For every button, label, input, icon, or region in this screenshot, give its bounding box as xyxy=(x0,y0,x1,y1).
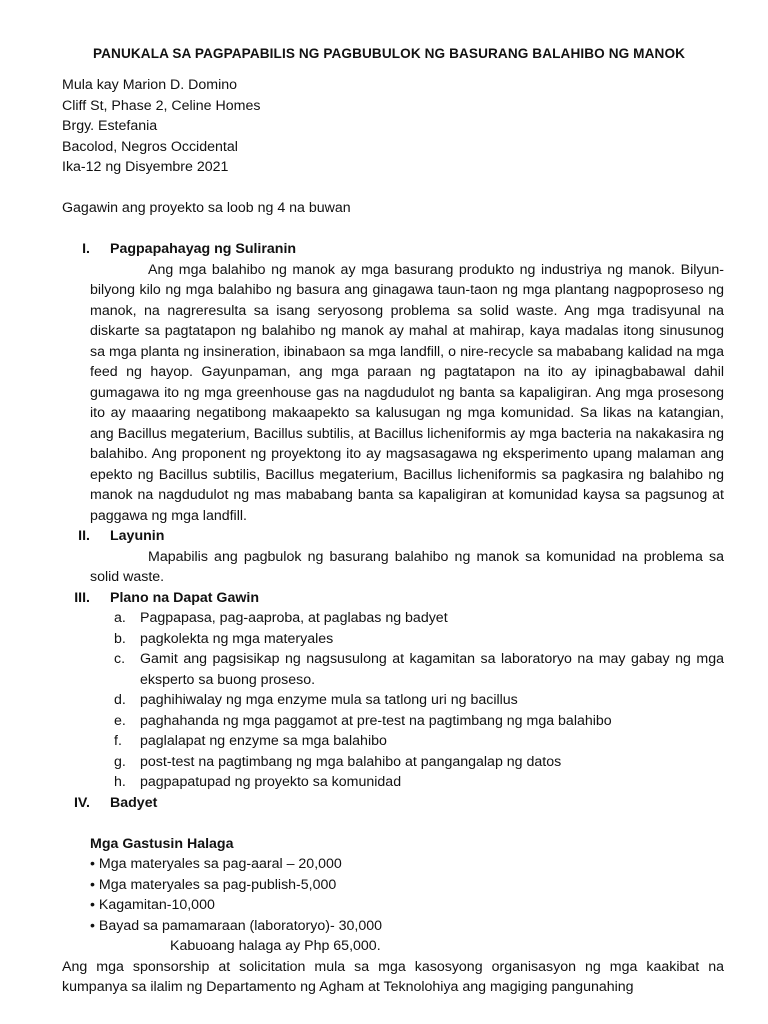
list-item: c. Gamit ang pagsisikap ng nagsusulong at kagamitan sa laboratoryo na may gabay ng mga eksperto sa buong proseso. xyxy=(114,651,724,688)
list-item: f. paglalapat ng enzyme sa mga balahibo xyxy=(114,733,387,749)
budget-item: • Bayad sa pamamaraan (laboratoryo)- 30,000 xyxy=(90,917,383,934)
section-heading-1 xyxy=(62,239,724,260)
section-title: Layunin xyxy=(110,528,165,544)
section-title: Pagpapahayag ng Suliranin xyxy=(110,241,297,257)
section-title: Badyet xyxy=(110,794,158,811)
section-heading-4 xyxy=(62,793,724,814)
section-number: III. xyxy=(74,589,90,606)
budget-item: • Kagamitan-10,000 xyxy=(90,897,215,913)
document-date: Ika-12 ng Disyembre 2021 xyxy=(62,159,229,175)
document-title: PANUKALA SA PAGPAPABILIS NG PAGBUBULOK NG BASURANG BALAHIBO NG MANOK xyxy=(92,46,686,61)
section-number: I. xyxy=(82,241,90,257)
budget-block xyxy=(90,813,724,957)
section-heading-2 xyxy=(62,526,724,547)
sender-barangay: Brgy. Estefania xyxy=(62,118,158,134)
list-item: a. Pagpapasa, pag-aaproba, at paglabas ng badyet xyxy=(114,610,448,626)
list-item: h. pagpapatupad ng proyekto sa komunidad xyxy=(114,774,402,790)
section-number: IV. xyxy=(73,794,90,811)
sender-city: Bacolod, Negros Occidental xyxy=(62,138,238,155)
list-item: d. paghihiwalay ng mga enzyme mula sa tatlong uri ng bacillus xyxy=(114,692,518,708)
sender-block xyxy=(62,75,724,178)
list-item: b. pagkolekta ng mga materyales xyxy=(114,630,334,647)
project-duration: Gagawin ang proyekto sa loob ng 4 na buwan xyxy=(62,200,351,216)
budget-item: • Mga materyales sa pag-publish-5,000 xyxy=(90,876,337,893)
sender-street: Cliff St, Phase 2, Celine Homes xyxy=(62,97,261,114)
section-number: II. xyxy=(78,528,90,544)
budget-total: Kabuoang halaga ay Php 65,000. xyxy=(170,938,381,954)
list-item: g. post-test na pagtimbang ng mga balahibo at pangangalap ng datos xyxy=(114,753,562,770)
section-heading-3 xyxy=(62,588,724,609)
problem-statement-paragraph: Ang mga balahibo ng manok ay mga basurang produkto ng industriya ng manok. Bilyun-bilyong kilo ng mga balahibo ng basura ang ginagawa taun-taon ng mga plantang nagpoproseso ng manok, na nagreresulta sa isang seryosong problema sa solid waste. Ang mga tradisyunal na diskarte sa pagtatapon ng balahibo ng manok ay mahal at mahirap, kaya madalas itong sinusunog sa mga planta ng insineration, ibinabaon sa mga landfill, o nire-recycle sa mababang kalidad na mga feed ng hayop. Gayunpaman, ang mga paraan ng pagtatapon na ito ay ipinagbabawal dahil gumagawa ito ng mga greenhouse gas na nagdudulot ng banta sa kapaligiran. Ang mga prosesong ito ay maaaring negatibong makaapekto sa kalusugan ng mga komunidad. Sa likas na katangian, ang Bacillus megaterium, Bacillus subtilis, at Bacillus licheniformis ay mga bacteria na nakakasira ng balahibo. Ang proponent ng proyektong ito ay magsasagawa ng eksperimento upang malaman ang epekto ng Bacillus subtilis, Bacillus megaterium, Bacillus licheniformis sa pagkasira ng balahibo ng manok na nagdudulot ng mas mababang banta sa kapaligiran at komunidad kaysa sa pagsunog at paggawa ng mga landfill. xyxy=(90,261,724,524)
objective-paragraph: Mapabilis ang pagbulok ng basurang balahibo ng manok sa komunidad na problema sa solid waste. xyxy=(90,548,724,585)
closing-paragraph: Ang mga sponsorship at solicitation mula sa mga kasosyong organisasyon ng mga kaakibat na kumpanya sa ilalim ng Departamento ng Agham at Teknolohiya ang magiging pangunahing xyxy=(62,958,724,995)
budget-heading: Mga Gastusin Halaga xyxy=(90,835,234,852)
sender-name: Mula kay Marion D. Domino xyxy=(62,77,238,93)
list-item: e. paghahanda ng mga paggamot at pre-test na pagtimbang ng mga balahibo xyxy=(114,712,612,729)
budget-item: • Mga materyales sa pag-aaral – 20,000 xyxy=(90,856,342,872)
section-title: Plano na Dapat Gawin xyxy=(110,589,259,606)
plan-list xyxy=(62,608,724,793)
